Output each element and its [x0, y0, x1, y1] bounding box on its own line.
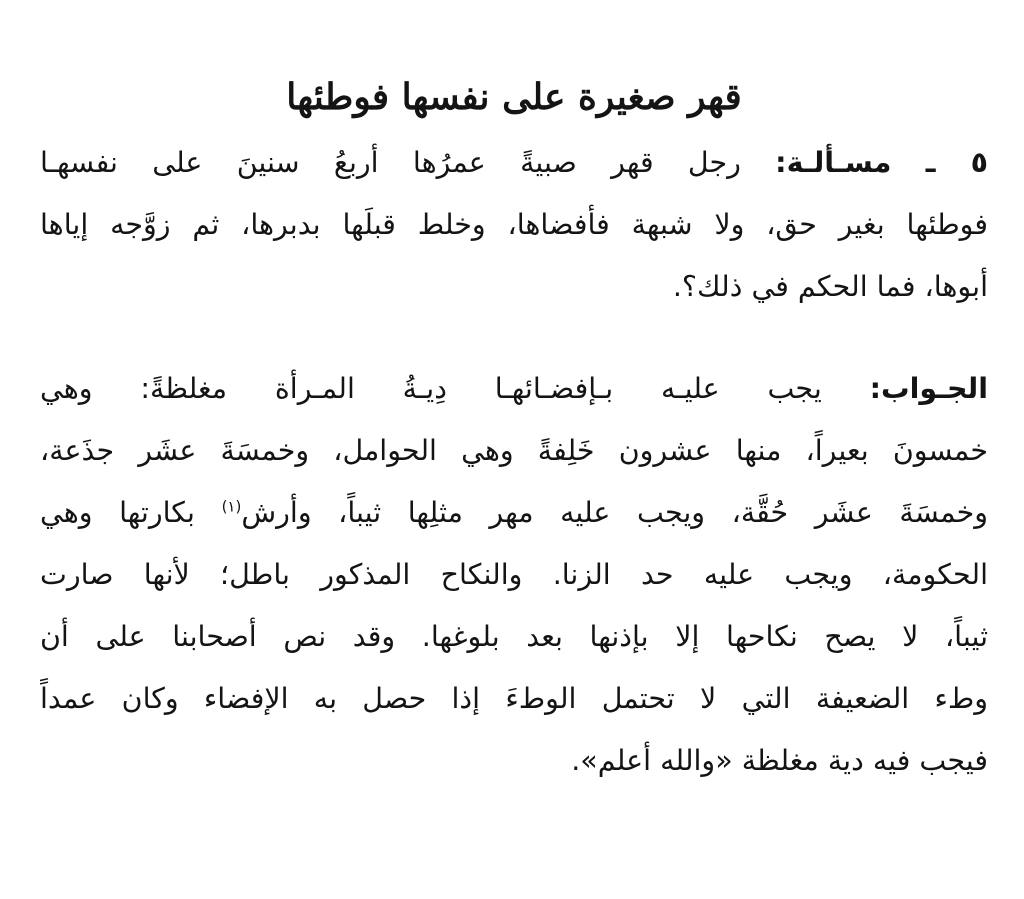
answer-section: [40, 358, 988, 792]
question-number: ٥ ـ: [925, 146, 988, 179]
answer-line-7: [40, 730, 988, 792]
answer-text-4: الحكومة، ويجب عليه حد الزنا. والنكاح المذكور باطل؛ لأنها صارت: [40, 558, 988, 591]
answer-line-4: [40, 544, 988, 606]
question-line-2: [40, 194, 988, 256]
question-line-1: [40, 132, 988, 194]
answer-text-5: ثيباً، لا يصح نكاحها إلا بإذنها بعد بلوغها. وقد نص أصحابنا على أن: [40, 620, 988, 653]
answer-line-6: [40, 668, 988, 730]
footnote-reference[interactable]: (١): [221, 497, 242, 516]
question-text-1: رجل قهر صبيةً عمرُها أربعُ سنينَ على نفسهـا: [40, 146, 741, 179]
answer-text-3a: وخمسَةَ عشَر حُقَّة، ويجب عليه مهر مثلِها ثيباً، وأرش: [241, 496, 988, 529]
paragraph-gap: [40, 318, 988, 358]
answer-line-5: [40, 606, 988, 668]
answer-line-3: [40, 482, 988, 544]
answer-line-1: [40, 358, 988, 420]
answer-text-6: وطء الضعيفة التي لا تحتمل الوطءَ إذا حصل به الإفضاء وكان عمداً: [40, 682, 988, 715]
answer-text-1: يجب عليـه بـإفضـائهـا دِيـةُ المـرأة مغلظةً: وهي: [40, 372, 822, 405]
question-text-2: فوطئها بغير حق، ولا شبهة فأفضاها، وخلط قبلَها بدبرها، ثم زوَّجه إياها: [40, 208, 988, 241]
question-text-3: أبوها، فما الحكم في ذلك؟.: [672, 270, 988, 303]
page-title: قهر صغيرة على نفسها فوطئها: [286, 76, 742, 118]
document-page: [40, 62, 988, 792]
answer-line-2: [40, 420, 988, 482]
answer-text-3b: بكارتها وهي: [40, 496, 195, 529]
answer-label: الجـواب:: [869, 372, 988, 405]
answer-text-2: خمسونَ بعيراً، منها عشرون خَلِفةً وهي الحوامل، وخمسَةَ عشَر جذَعة،: [40, 434, 988, 467]
question-label: مسـألـة:: [775, 146, 892, 179]
question-section: [40, 132, 988, 318]
answer-text-7: فيجب فيه دية مغلظة «والله أعلم».: [571, 744, 988, 777]
question-line-3: [40, 256, 988, 318]
